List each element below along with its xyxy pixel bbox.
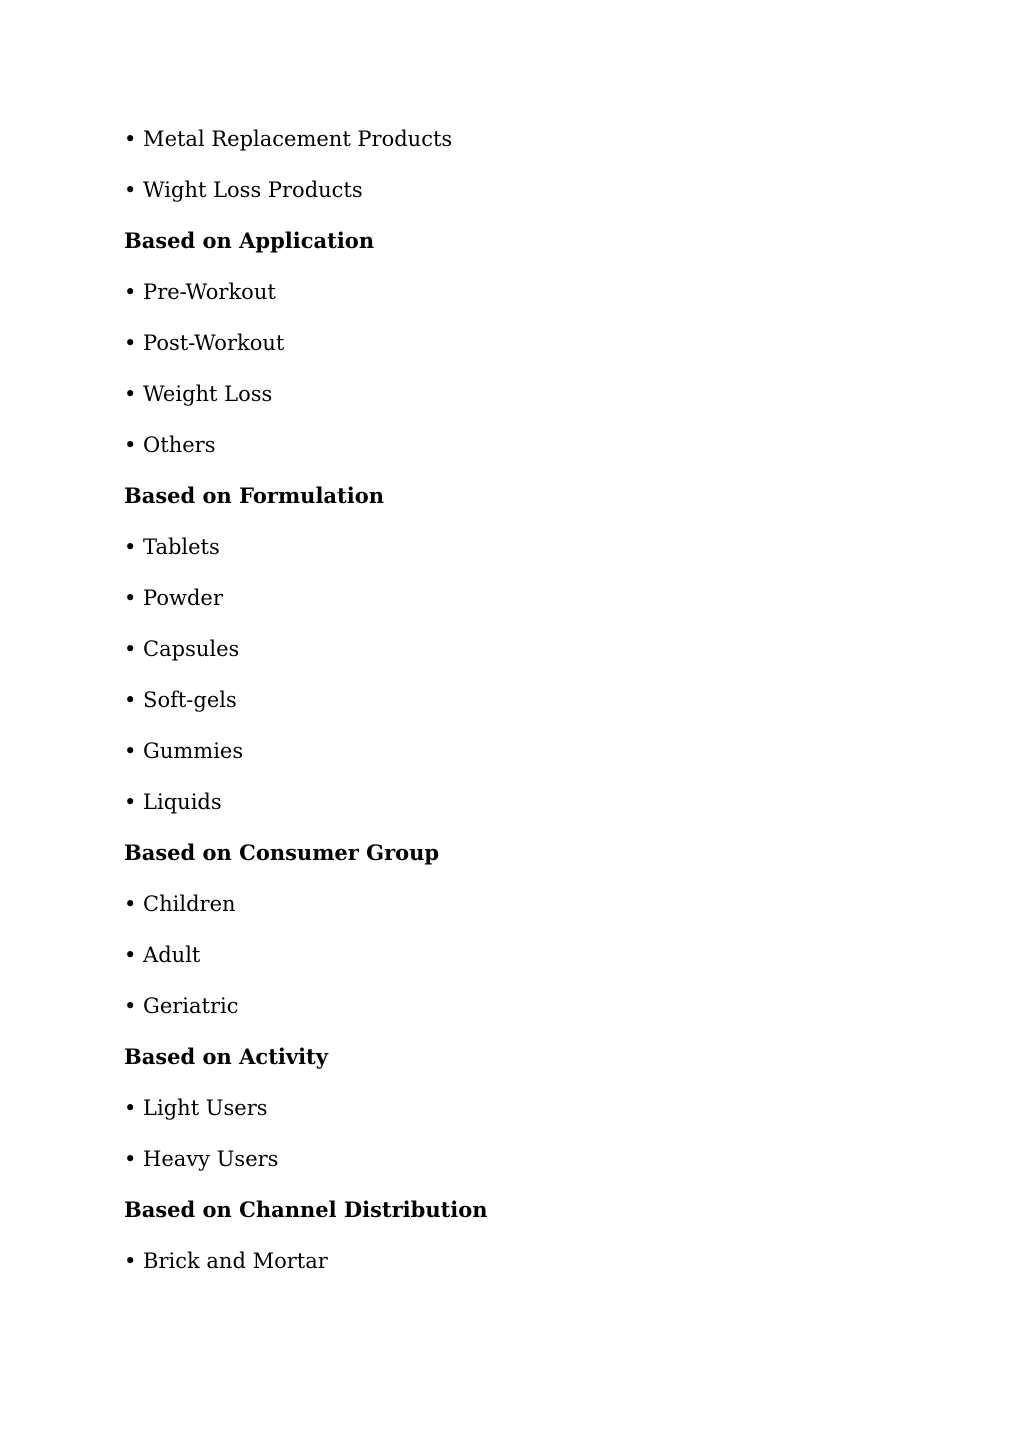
list-item-adult: • Adult (124, 943, 201, 967)
list-item-capsules: • Capsules (124, 637, 240, 661)
list-item-brick-and-mortar: • Brick and Mortar (124, 1249, 328, 1273)
list-item-children: • Children (124, 892, 236, 916)
list-item-geriatric: • Geriatric (124, 994, 239, 1018)
list-item-others: • Others (124, 433, 216, 457)
list-item-powder: • Powder (124, 586, 223, 610)
section-heading-consumer-group: Based on Consumer Group (124, 840, 440, 865)
section-heading-application: Based on Application (124, 228, 375, 253)
list-item-soft-gels: • Soft-gels (124, 688, 237, 712)
list-item-post-workout: • Post-Workout (124, 331, 285, 355)
list-item-tablets: • Tablets (124, 535, 220, 559)
list-item-liquids: • Liquids (124, 790, 222, 814)
section-heading-formulation: Based on Formulation (124, 483, 384, 508)
list-item-weight-loss: • Weight Loss (124, 382, 273, 406)
list-item-light-users: • Light Users (124, 1096, 268, 1120)
list-item-metal-replacement-products: • Metal Replacement Products (124, 127, 453, 151)
section-heading-activity: Based on Activity (124, 1044, 328, 1069)
list-item-pre-workout: • Pre-Workout (124, 280, 276, 304)
section-heading-channel-distribution: Based on Channel Distribution (124, 1197, 488, 1222)
list-item-heavy-users: • Heavy Users (124, 1147, 279, 1171)
list-item-wight-loss-products: • Wight Loss Products (124, 178, 363, 202)
list-item-gummies: • Gummies (124, 739, 244, 763)
